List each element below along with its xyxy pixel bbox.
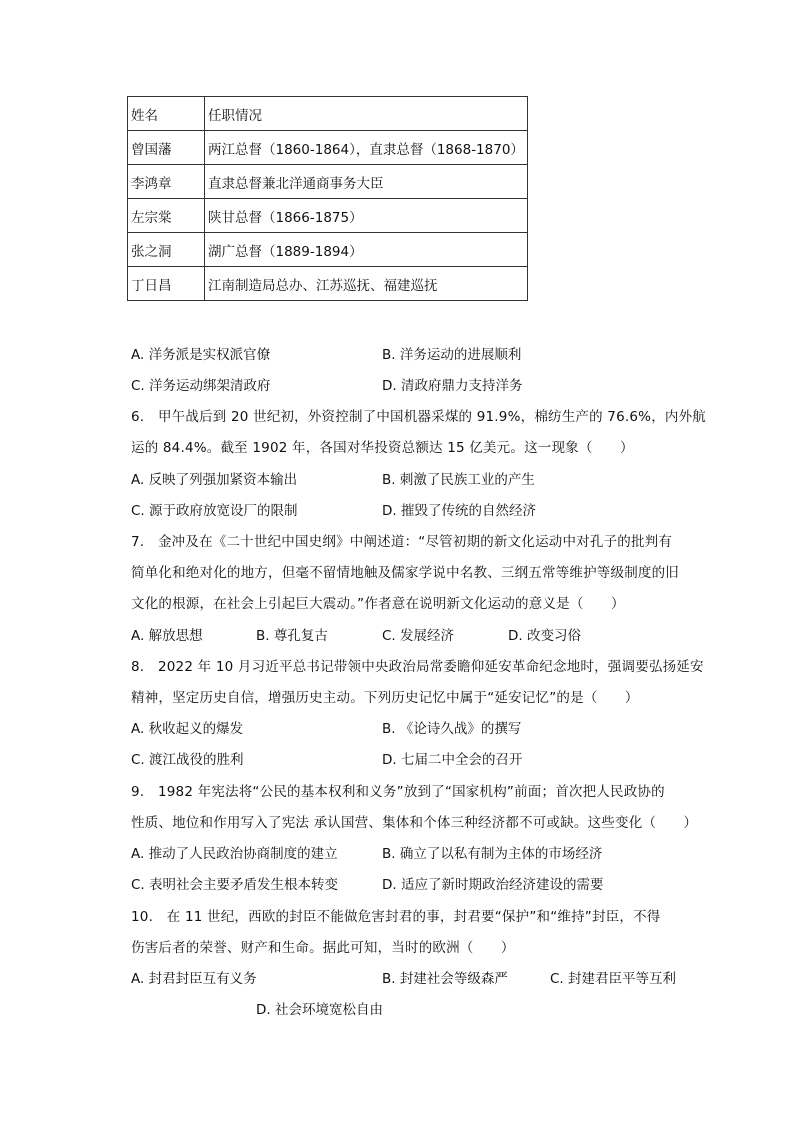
q6-option-d: D. 摧毁了传统的自然经济 <box>382 503 536 519</box>
q8-option-d: D. 七届二中全会的召开 <box>382 752 523 768</box>
q6-option-a: A. 反映了列强加紧资本输出 <box>131 472 298 488</box>
table-header-position: 任职情况 <box>205 97 528 131</box>
q9-option-c: C. 表明社会主要矛盾发生根本转变 <box>131 877 339 893</box>
q10-stem-line: 伤害后者的荣誉、财产和生命。据此可知，当时的欧洲（ ） <box>131 940 515 956</box>
q8-option-b: B. 《论诗久战》的撰写 <box>382 721 522 737</box>
q9-stem-line: 性质、地位和作用写入了宪法 承认国营、集体和个体三种经济都不可或缺。这些变化（ ） <box>131 815 698 831</box>
q8-stem-line: 精神，坚定历史自信，增强历史主动。下列历史记忆中属于“延安记忆”的是（ ） <box>131 690 639 706</box>
q9-stem-line: 9. 1982 年宪法将“公民的基本权利和义务”放到了“国家机构”前面；首次把人民政协的 <box>131 784 665 800</box>
q5-option-b: B. 洋务运动的进展顺利 <box>382 347 522 363</box>
table-cell-position: 直隶总督兼北洋通商事务大臣 <box>205 165 528 199</box>
table-cell-name: 曾国藩 <box>128 131 205 165</box>
table-header-name: 姓名 <box>128 97 205 131</box>
q5-option-d: D. 清政府鼎力支持洋务 <box>382 378 523 394</box>
table-row <box>128 131 528 165</box>
officials-table <box>127 96 528 301</box>
table-cell-name: 张之洞 <box>128 233 205 267</box>
q7-option-c: C. 发展经济 <box>382 628 455 644</box>
q7-stem-line: 7. 金冲及在《二十世纪中国史纲》中阐述道：“尽管初期的新文化运动中对孔子的批判有 <box>131 534 673 550</box>
q10-option-a: A. 封君封臣互有义务 <box>131 971 257 987</box>
q6-stem-line: 运的 84.4%。截至 1902 年，各国对华投资总额达 15 亿美元。这一现象（ ） <box>131 440 634 456</box>
table-row <box>128 233 528 267</box>
table-row <box>128 267 528 301</box>
q7-option-b: B. 尊孔复古 <box>256 628 328 644</box>
q5-option-c: C. 洋务运动绑架清政府 <box>131 378 271 394</box>
q8-option-c: C. 渡江战役的胜利 <box>131 752 244 768</box>
q6-option-b: B. 刺激了民族工业的产生 <box>382 472 535 488</box>
q9-option-d: D. 适应了新时期政治经济建设的需要 <box>382 877 604 893</box>
table-row <box>128 165 528 199</box>
q6-stem-line: 6. 甲午战后到 20 世纪初，外资控制了中国机器采煤的 91.9%，棉纺生产的 76.6%，内外航 <box>131 409 706 425</box>
q7-option-d: D. 改变习俗 <box>508 628 581 644</box>
q9-option-b: B. 确立了以私有制为主体的市场经济 <box>382 846 603 862</box>
q6-option-c: C. 源于政府放宽设厂的限制 <box>131 503 298 519</box>
q5-option-a: A. 洋务派是实权派官僚 <box>131 347 271 363</box>
table-cell-position: 陕甘总督（1866-1875） <box>205 199 528 233</box>
q10-option-b: B. 封建社会等级森严 <box>382 971 508 987</box>
q8-stem-line: 8. 2022 年 10 月习近平总书记带领中央政治局常委瞻仰延安革命纪念地时，强调要弘扬延安 <box>131 659 704 675</box>
table-cell-position: 江南制造局总办、江苏巡抚、福建巡抚 <box>205 267 528 301</box>
q10-option-c: C. 封建君臣平等互利 <box>550 971 677 987</box>
table-cell-name: 左宗棠 <box>128 199 205 233</box>
table-cell-name: 李鸿章 <box>128 165 205 199</box>
table-row <box>128 199 528 233</box>
table-cell-name: 丁日昌 <box>128 267 205 301</box>
table-header-row <box>128 97 528 131</box>
q9-option-a: A. 推动了人民政治协商制度的建立 <box>131 846 338 862</box>
q7-stem-line: 简单化和绝对化的地方，但毫不留情地触及儒家学说中名教、三纲五常等维护等级制度的旧 <box>131 565 679 581</box>
table-cell-position: 湖广总督（1889-1894） <box>205 233 528 267</box>
q10-option-d: D. 社会环境宽松自由 <box>256 1002 383 1018</box>
q7-stem-line: 文化的根源，在社会上引起巨大震动。”作者意在说明新文化运动的意义是（ ） <box>131 596 625 612</box>
q8-option-a: A. 秋收起义的爆发 <box>131 721 244 737</box>
table-cell-position: 两江总督（1860-1864），直隶总督（1868-1870） <box>205 131 528 165</box>
q10-stem-line: 10. 在 11 世纪，西欧的封臣不能做危害封君的事，封君要“保护”和“维持”封臣，不得 <box>131 909 661 925</box>
q7-option-a: A. 解放思想 <box>131 628 203 644</box>
